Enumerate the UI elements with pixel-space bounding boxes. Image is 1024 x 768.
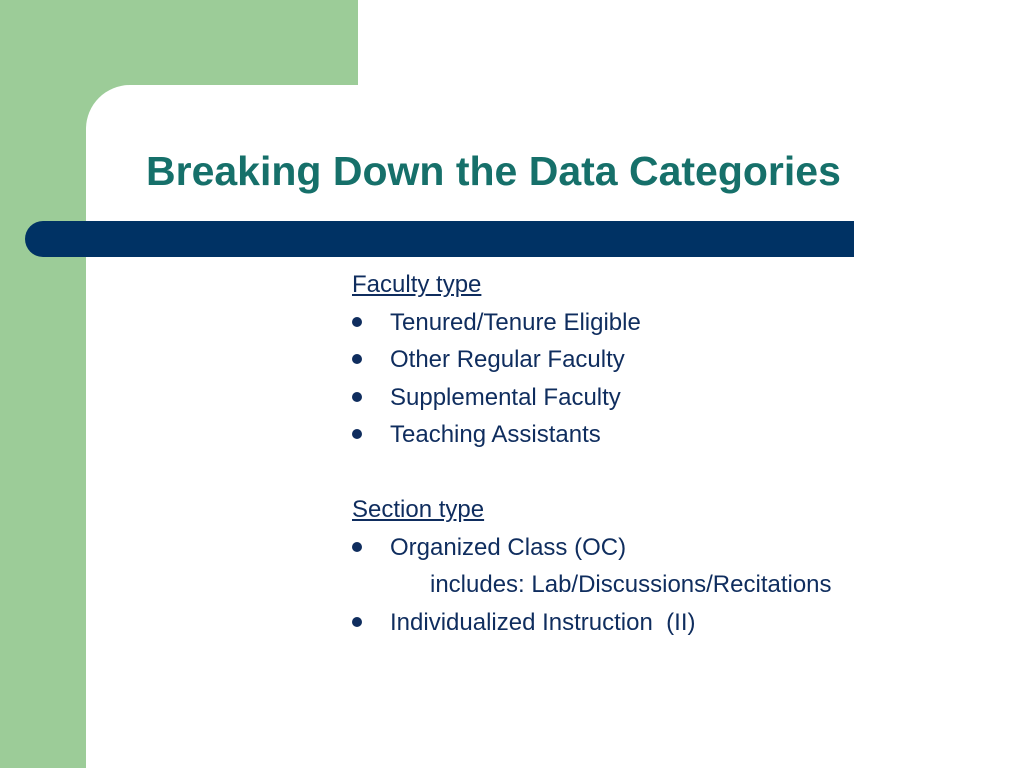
bullet-dot-icon <box>352 429 362 439</box>
bullet-dot-icon <box>352 617 362 627</box>
bullet-item <box>352 304 832 342</box>
title-underline-bar <box>25 221 854 257</box>
bullet-label: Organized Class (OC) <box>390 533 627 561</box>
spacer <box>352 454 832 492</box>
bullet-dot-icon <box>352 317 362 327</box>
bullet-item <box>352 379 832 417</box>
bullet-item <box>352 604 832 642</box>
bullet-dot-icon <box>352 354 362 364</box>
bullet-item <box>352 416 832 454</box>
section-type-heading: Section type <box>352 496 485 523</box>
bullet-dot-icon <box>352 542 362 552</box>
bullet-item <box>352 341 832 379</box>
bullet-item <box>352 529 832 567</box>
slide-title: Breaking Down the Data Categories <box>146 148 841 194</box>
slide-body <box>352 266 832 641</box>
sub-note: includes: Lab/Discussions/Recitations <box>430 571 832 598</box>
bullet-label: Other Regular Faculty <box>390 346 625 373</box>
bullet-label: Individualized Instruction (II) <box>390 608 696 636</box>
bullet-label: Teaching Assistants <box>390 421 601 448</box>
bullet-label: Tenured/Tenure Eligible <box>390 308 641 336</box>
faculty-type-heading: Faculty type <box>352 271 482 298</box>
bullet-dot-icon <box>352 392 362 402</box>
bullet-label: Supplemental Faculty <box>390 383 621 411</box>
